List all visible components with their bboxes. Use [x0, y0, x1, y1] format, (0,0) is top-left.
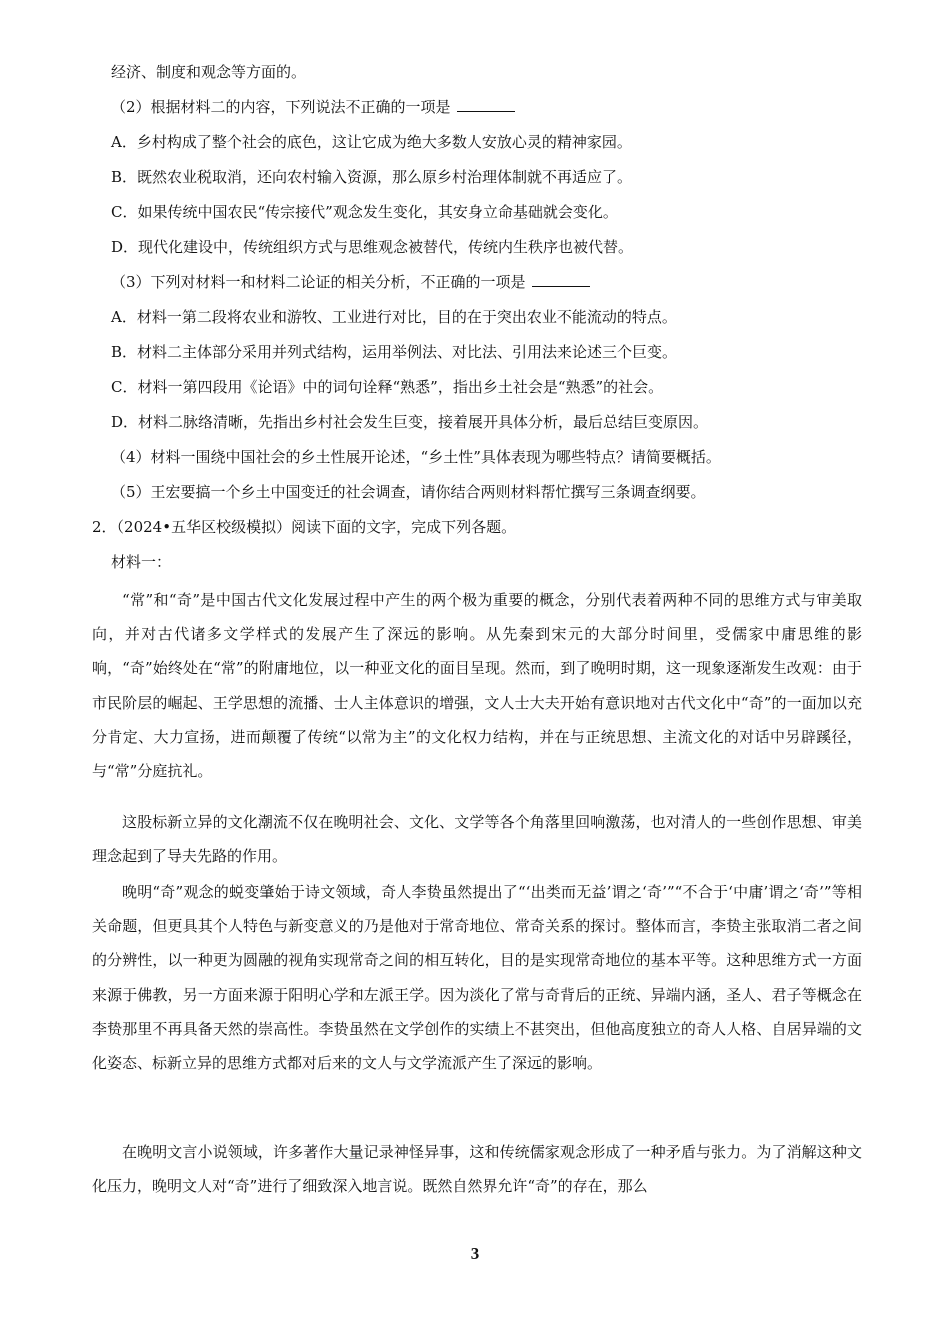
option-c: C．如果传统中国农民“传宗接代”观念发生变化，其安身立命基础就会变化。: [111, 203, 618, 221]
answer-blank: [457, 97, 515, 112]
body-paragraph: “常”和“奇”是中国古代文化发展过程中产生的两个极为重要的概念，分别代表着两种不同的思维方式与审美取向，并对古代诸多文学样式的发展产生了深远的影响。从先秦到宋元的大部分时间里，受儒家中庸思维的影响，“奇”始终处在“常”的附庸地位，以一种亚文化的面目呈现。然而，到了晚明时期，这一现象逐渐发生改观：由于市民阶层的崛起、王学思想的流播、士人主体意识的增强，文人士大夫开始有意识地对古代文化中“奇”的一面加以充分肯定、大力宣扬，进而颠覆了传统“以常为主”的文化权力结构，并在与正统思想、主流文化的对话中另辟蹊径，与“常”分庭抗礼。: [92, 591, 862, 781]
body-paragraph: 这股标新立异的文化潮流不仅在晚明社会、文化、文学等各个角落里回响激荡，也对清人的一些创作思想、审美理念起到了导夫先路的作用。: [92, 813, 862, 866]
answer-blank: [532, 272, 590, 287]
question-4: （4）材料一围绕中国社会的乡土性展开论述，“乡土性”具体表现为哪些特点？请简要概括。: [111, 448, 721, 466]
option-c: C．材料一第四段用《论语》中的词句诠释“熟悉”，指出乡土社会是“熟悉”的社会。: [111, 378, 664, 396]
question-3-stem: （3）下列对材料一和材料二论证的相关分析，不正确的一项是: [111, 272, 590, 292]
option-b: B．材料二主体部分采用并列式结构，运用举例法、对比法、引用法来论述三个巨变。: [111, 343, 678, 361]
page-number: 3: [470, 1244, 480, 1263]
text-line: 经济、制度和观念等方面的。: [111, 63, 307, 81]
body-paragraph: 晚明“奇”观念的蜕变肇始于诗文领域，奇人李贽虽然提出了“‘出类而无益’谓之‘奇’”“不合于‘中庸’谓之‘奇’”等相关命题，但更具其个人特色与新变意义的乃是他对于常奇地位、常奇关系的探讨。整体而言，李贽主张取消二者之间的分辨性，以一种更为圆融的视角实现常奇之间的相互转化，目的是实现常奇地位的基本平等。这种思维方式一方面来源于佛教，另一方面来源于阳明心学和左派王学。因为淡化了常与奇背后的正统、异端内涵，圣人、君子等概念在李贽那里不再具备天然的崇高性。李贽虽然在文学创作的实绩上不甚突出，但他高度独立的奇人人格、自居异端的文化姿态、标新立异的思维方式都对后来的文人与文学流派产生了深远的影响。: [92, 883, 862, 1073]
problem-2-heading: 2．（2024•五华区校级模拟）阅读下面的文字，完成下列各题。: [92, 518, 517, 536]
option-a: A．材料一第二段将农业和游牧、工业进行对比，目的在于突出农业不能流动的特点。: [111, 308, 677, 326]
body-paragraph: 在晚明文言小说领域，许多著作大量记录神怪异事，这和传统儒家观念形成了一种矛盾与张力。为了消解这种文化压力，晚明文人对“奇”进行了细致深入地言说。既然自然界允许“奇”的存在，那么: [92, 1143, 862, 1196]
option-a: A．乡村构成了整个社会的底色，这让它成为绝大多数人安放心灵的精神家园。: [111, 133, 632, 151]
option-d: D．现代化建设中，传统组织方式与思维观念被替代，传统内生秩序也被代替。: [111, 238, 634, 256]
option-d: D．材料二脉络清晰，先指出乡村社会发生巨变，接着展开具体分析，最后总结巨变原因。: [111, 413, 709, 431]
option-b: B．既然农业税取消，还向农村输入资源，那么原乡村治理体制就不再适应了。: [111, 168, 633, 186]
material-label: 材料一：: [111, 553, 172, 571]
question-5: （5）王宏要搞一个乡土中国变迁的社会调查，请你结合两则材料帮忙撰写三条调查纲要。: [111, 483, 706, 501]
question-2-stem: （2）根据材料二的内容，下列说法不正确的一项是: [111, 97, 515, 117]
